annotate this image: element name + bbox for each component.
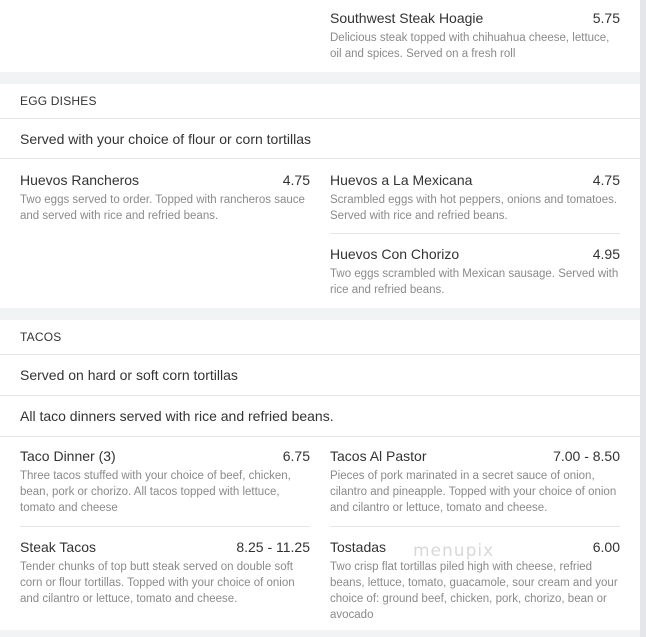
- section-heading: TACOS: [0, 320, 640, 355]
- watermark: menupix: [413, 541, 495, 561]
- item-name: Huevos Con Chorizo: [330, 246, 460, 262]
- item-description: Three tacos stuffed with your choice of beef, chicken, bean, pork or chorizo. All tacos topped with lettuce, tomato and cheese: [20, 470, 291, 514]
- item-name: Tostadas: [330, 539, 387, 555]
- item-name: Taco Dinner (3): [20, 448, 116, 464]
- item-description: Pieces of pork marinated in a secret sauce of onion, cilantro and pineapple. Topped with your choice of onion and cilantro or lettuce, tomato and cheese.: [330, 470, 617, 514]
- section-heading: EGG DISHES: [0, 84, 640, 119]
- item-description: Scrambled eggs with hot peppers, onions and tomatoes. Served with rice and refried beans.: [330, 194, 618, 222]
- item-price: 8.25 - 11.25: [236, 539, 310, 555]
- item-name: Huevos Rancheros: [20, 172, 140, 188]
- item-price: 4.75: [592, 172, 620, 188]
- sandwich-card: [0, 0, 640, 72]
- section-note: Served with your choice of flour or corn tortillas: [0, 119, 640, 159]
- item-price: 7.00 - 8.50: [553, 448, 620, 464]
- item-price: 4.75: [282, 172, 310, 188]
- item-price: 5.75: [592, 10, 620, 26]
- item-name: Huevos a La Mexicana: [330, 172, 473, 188]
- section-note: Served on hard or soft corn tortillas: [0, 355, 640, 396]
- item-description: Delicious steak topped with chihuahua cheese, lettuce, oil and spices. Served on a fresh roll: [330, 32, 610, 60]
- item-divider: [20, 526, 310, 527]
- item-divider: [330, 233, 620, 234]
- tacos-section: [0, 320, 640, 630]
- item-description: Two crisp flat tortillas piled high with cheese, refried beans, lettuce, tomato, guacamole, sour cream and your choice of: ground beef, chicken, pork, chorizo, bean or avocado: [330, 561, 618, 621]
- item-name: Steak Tacos: [20, 539, 97, 555]
- item-price: 6.00: [592, 539, 620, 555]
- item-description: Two eggs scrambled with Mexican sausage. Served with rice and refried beans.: [330, 268, 619, 296]
- scrollbar[interactable]: [640, 0, 646, 637]
- item-name: Tacos Al Pastor: [330, 448, 427, 464]
- item-divider: [330, 526, 620, 527]
- item-description: Tender chunks of top butt steak served on double soft corn or flour tortillas. Topped with your choice of onion and cilantro or lettuce, tomato and cheese.: [20, 561, 295, 605]
- egg-dishes-section: [0, 84, 640, 308]
- item-description: Two eggs served to order. Topped with rancheros sauce and served with rice and refried beans.: [20, 194, 305, 222]
- item-price: 4.95: [592, 246, 620, 262]
- item-name: Southwest Steak Hoagie: [330, 10, 484, 26]
- item-price: 6.75: [282, 448, 310, 464]
- section-note: All taco dinners served with rice and refried beans.: [0, 396, 640, 437]
